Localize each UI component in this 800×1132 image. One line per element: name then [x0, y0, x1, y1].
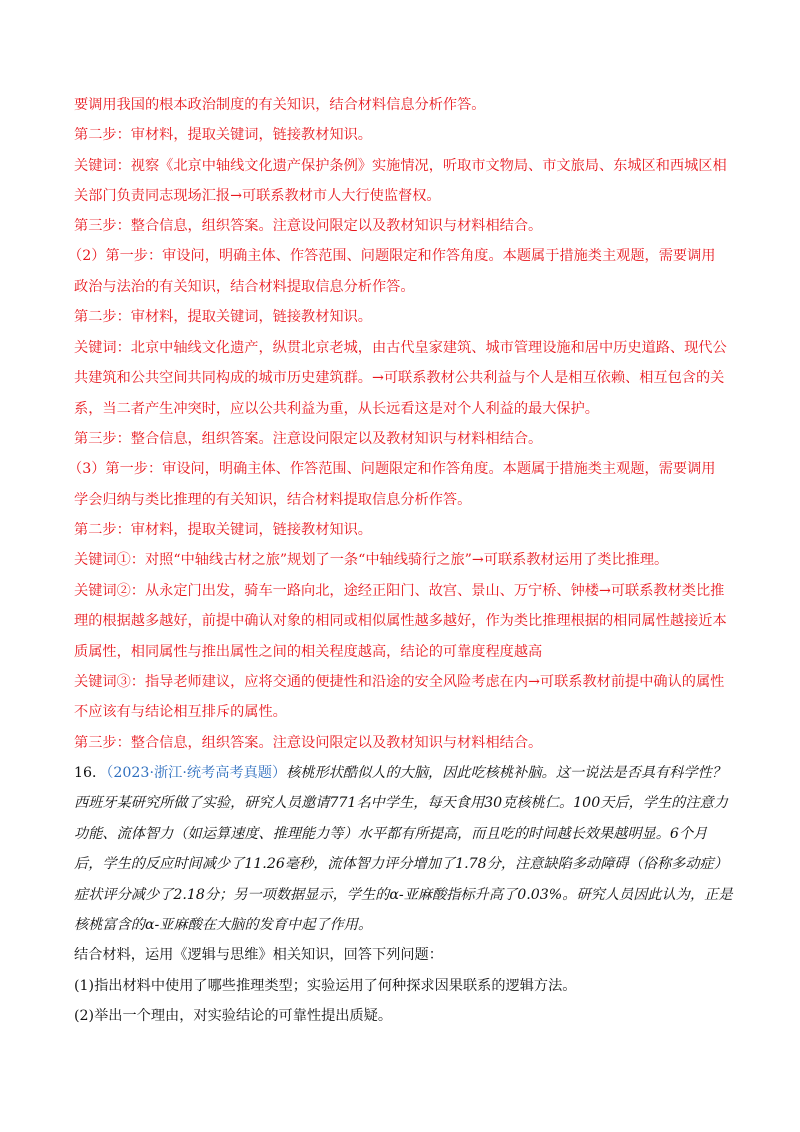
analysis-line: 学会归纳与类比推理的有关知识，结合材料提取信息分析作答。	[74, 492, 472, 508]
question-header	[74, 762, 734, 784]
analysis-line: 要调用我国的根本政治制度的有关知识，结合材料信息分析作答。	[74, 97, 486, 113]
analysis-keyword-1: 关键词①：对照“中轴线古材之旅”规划了一条“中轴线骑行之旅”→可联系教材运用了类比推理。	[74, 552, 669, 568]
question-instruction: 结合材料，运用《逻辑与思维》相关知识，回答下列问题：	[74, 947, 443, 963]
question-material-line: 症状评分减少了2.18分；另一项数据显示，学生的α-亚麻酸指标升高了0.03%。研究人员因此认为，正是	[74, 887, 733, 903]
analysis-step2: 第二步：审材料，提取关键词，链接教材知识。	[74, 309, 372, 325]
analysis-line: 不应该有与结论相互排斥的属性。	[74, 704, 287, 720]
analysis-part2-step1: （2）第一步：审设问，明确主体、作答范围、问题限定和作答角度。本题属于措施类主观题，需要调用	[68, 248, 716, 264]
analysis-keywords: 关键词：北京中轴线文化遗产，纵贯北京老城，由古代皇家建筑、城市管理设施和居中历史道路、现代公	[74, 340, 727, 356]
analysis-step2: 第二步：审材料，提取关键词，链接教材知识。	[74, 522, 372, 538]
analysis-part3-step1: （3）第一步：审设问，明确主体、作答范围、问题限定和作答角度。本题属于措施类主观题，需要调用	[68, 461, 716, 477]
question-stem: 核桃形状酷似人的大脑，因此吃核桃补脑。这一说法是否具有科学性？	[286, 765, 726, 781]
analysis-line: 共建筑和公共空间共同构成的城市历史建筑群。→可联系教材公共利益与个人是相互依赖、相互包含的关	[74, 370, 725, 386]
question-source-tag: （2023·浙江·统考高考真题）	[106, 765, 287, 781]
analysis-keywords: 关键词：视察《北京中轴线文化遗产保护条例》实施情况，听取市文物局、市文旅局、东城区和西城区相	[74, 158, 727, 174]
question-material-line: 功能、流体智力（如运算速度、推理能力等）水平都有所提高，而且吃的时间越长效果越明显。6个月	[74, 826, 708, 842]
sub-question-1: (1)指出材料中使用了哪些推理类型；实验运用了何种探求因果联系的逻辑方法。	[74, 978, 577, 994]
analysis-step3: 第三步：整合信息，组织答案。注意设问限定以及教材知识与材料相结合。	[74, 431, 543, 447]
sub-question-2: (2)举出一个理由，对实验结论的可靠性提出质疑。	[74, 1008, 393, 1024]
analysis-line: 理的根据越多越好，前提中确认对象的相同或相似属性越多越好，作为类比推理根据的相同属性越接近本	[74, 613, 727, 629]
analysis-keyword-3: 关键词③：指导老师建议，应将交通的便捷性和沿途的安全风险考虑在内→可联系教材前提中确认的属性	[74, 674, 725, 690]
analysis-keyword-2: 关键词②：从永定门出发，骑车一路向北，途经正阳门、故宫、景山、万宁桥、钟楼→可联系教材类比推	[74, 583, 725, 599]
question-material-line: 核桃富含的α-亚麻酸在大脑的发育中起了作用。	[74, 917, 373, 933]
analysis-line: 政治与法治的有关知识，结合材料提取信息分析作答。	[74, 279, 415, 295]
question-material-line: 西班牙某研究所做了实验，研究人员邀请771名中学生，每天食用30克核桃仁。100天后，学生的注意力	[74, 795, 728, 811]
analysis-step3: 第三步：整合信息，组织答案。注意设问限定以及教材知识与材料相结合。	[74, 735, 543, 751]
question-material-line: 后，学生的反应时间减少了11.26毫秒，流体智力评分增加了1.78分，注意缺陷多动障碍（俗称多动症）	[74, 856, 728, 872]
analysis-step3: 第三步：整合信息，组织答案。注意设问限定以及教材知识与材料相结合。	[74, 218, 543, 234]
question-number: 16．	[74, 765, 107, 781]
analysis-step2: 第二步：审材料，提取关键词，链接教材知识。	[74, 127, 372, 143]
analysis-line: 关部门负责同志现场汇报→可联系教材市人大行使监督权。	[74, 188, 441, 204]
analysis-line: 质属性，相同属性与推出属性之间的相关程度越高，结论的可靠度程度越高	[74, 644, 543, 660]
analysis-line: 系，当二者产生冲突时，应以公共利益为重，从长远看这是对个人利益的最大保护。	[74, 401, 599, 417]
